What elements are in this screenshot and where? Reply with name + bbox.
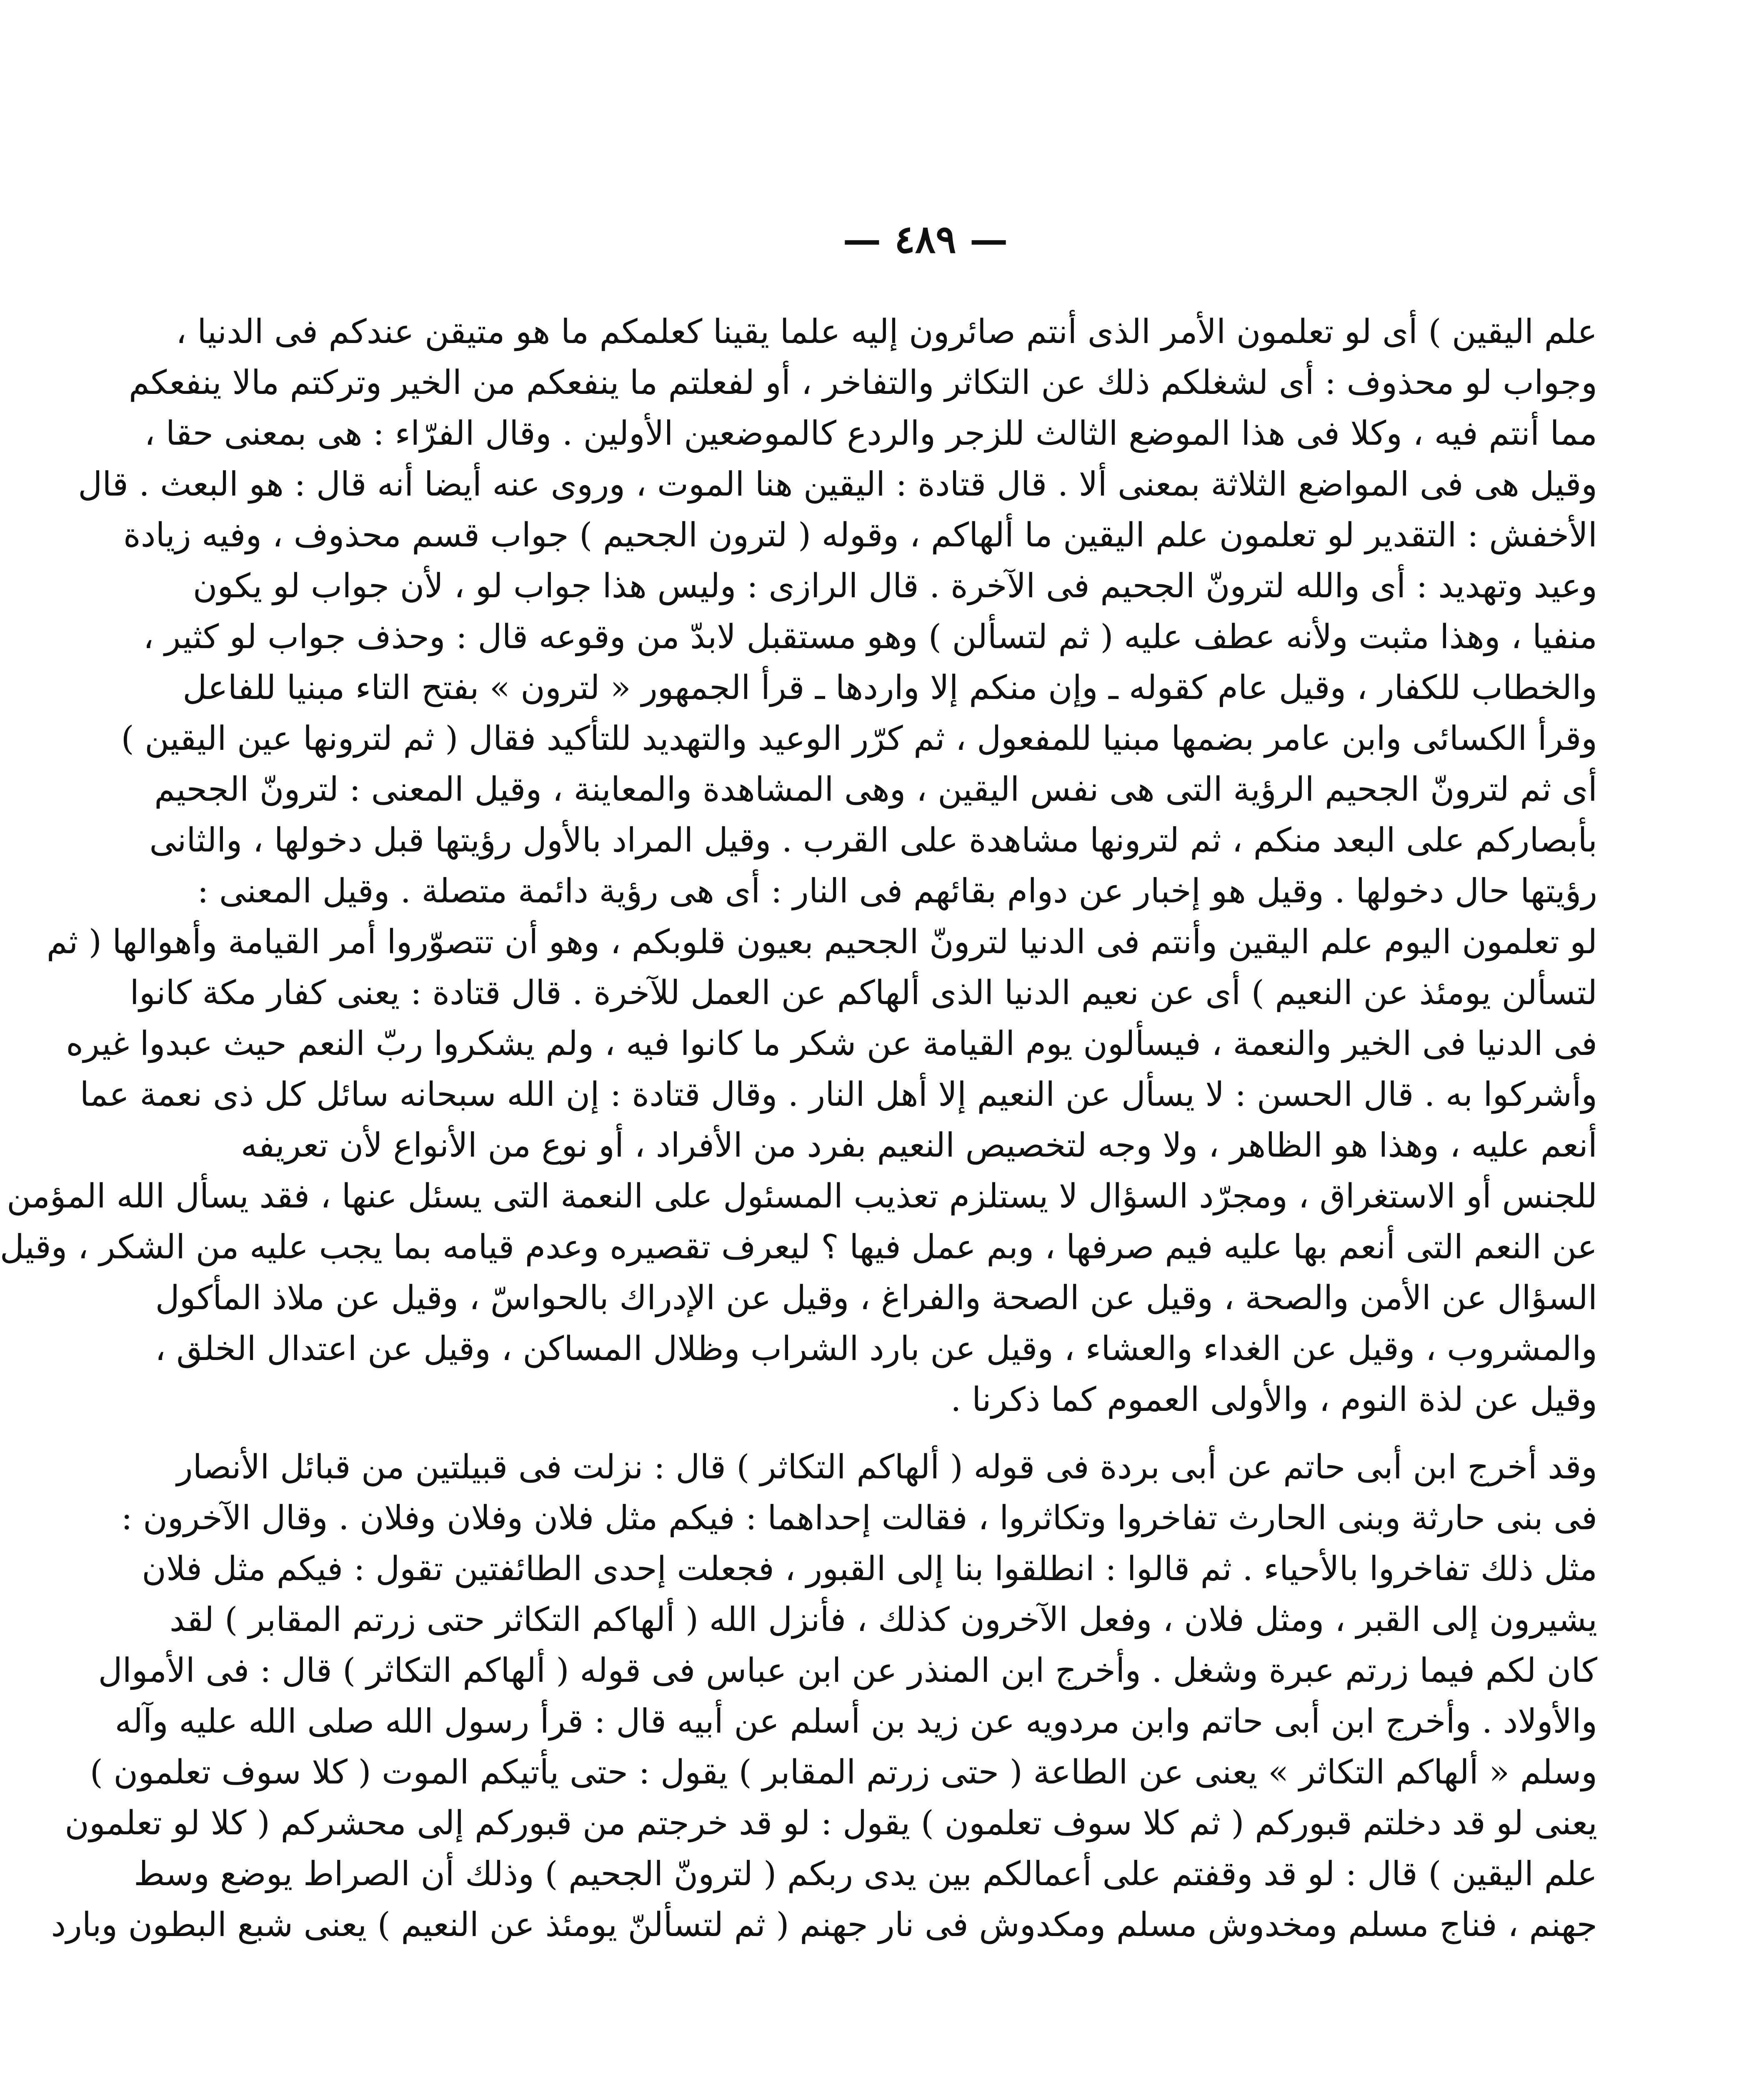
text-line: وقيل هى فى المواضع الثلاثة بمعنى ألا . قال قتادة : اليقين هنا الموت ، وروى عنه أيضا أنه قال : هو البعث . قال: [78, 465, 1597, 503]
text-line: للجنس أو الاستغراق ، ومجرّد السؤال لا يستلزم تعذيب المسئول على النعمة التى يسئل عنها ، فقد يسأل الله المؤمن: [7, 1177, 1597, 1215]
text-line: السؤال عن الأمن والصحة ، وقيل عن الصحة والفراغ ، وقيل عن الإدراك بالحواسّ ، وقيل عن ملاذ المأكول: [155, 1278, 1597, 1317]
text-line: والخطاب للكفار ، وقيل عام كقوله ـ وإن منكم إلا واردها ـ قرأ الجمهور « لترون » بفتح التاء مبنيا للفاعل: [183, 668, 1597, 707]
text-line: أنعم عليه ، وهذا هو الظاهر ، ولا وجه لتخصيص النعيم بفرد من الأفراد ، أو نوع من الأنواع لأن تعريفه: [240, 1126, 1597, 1165]
text-line: والأولاد . وأخرج ابن أبى حاتم وابن مردويه عن زيد بن أسلم عن أبيه قال : قرأ رسول الله صلى الله عليه وآله: [115, 1702, 1597, 1741]
text-line: وجواب لو محذوف : أى لشغلكم ذلك عن التكاثر والتفاخر ، أو لفعلتم ما ينفعكم من الخير وتركتم مالا ينفعكم: [128, 363, 1597, 402]
text-line: بأبصاركم على البعد منكم ، ثم لترونها مشاهدة على القرب . وقيل المراد بالأول رؤيتها قبل دخولها ، والثانى: [149, 821, 1597, 859]
text-line: علم اليقين ) أى لو تعلمون الأمر الذى أنتم صائرون إليه علما يقينا كعلمكم ما هو متيقن عندكم فى الدنيا ،: [175, 312, 1597, 351]
text-line: الأخفش : التقدير لو تعلمون علم اليقين ما ألهاكم ، وقوله ( لترون الجحيم ) جواب قسم محذوف ، وفيه زيادة: [123, 516, 1597, 554]
text-line: فى بنى حارثة وبنى الحارث تفاخروا وتكاثروا ، فقالت إحداهما : فيكم مثل فلان وفلان وفلان . وقال الآخرون :: [121, 1498, 1597, 1537]
text-line: وسلم « ألهاكم التكاثر » يعنى عن الطاعة ( حتى زرتم المقابر ) يقول : حتى يأتيكم الموت ( كلا سوف تعلمون ): [90, 1753, 1597, 1791]
paragraph: [0, 306, 1597, 1425]
text-line: وقد أخرج ابن أبى حاتم عن أبى بردة فى قوله ( ألهاكم التكاثر ) قال : نزلت فى قبيلتين من قبائل الأنصار: [176, 1448, 1597, 1486]
text-line: مثل ذلك تفاخروا بالأحياء . ثم قالوا : انطلقوا بنا إلى القبور ، فجعلت إحدى الطائفتين تقول : فيكم مثل فلان: [142, 1549, 1597, 1588]
text-line: يعنى لو قد دخلتم قبوركم ( ثم كلا سوف تعلمون ) يقول : لو قد خرجتم من قبوركم إلى محشركم ( كلا لو تعلمون: [65, 1803, 1597, 1842]
text-line: منفيا ، وهذا مثبت ولأنه عطف عليه ( ثم لتسألن ) وهو مستقبل لابدّ من وقوعه قال : وحذف جواب لو كثير ،: [143, 617, 1597, 656]
text-line: لو تعلمون اليوم علم اليقين وأنتم فى الدنيا لترونّ الجحيم بعيون قلوبكم ، وهو أن تتصوّروا أمر القيامة وأهوالها ( ثم: [46, 922, 1597, 961]
text-line: كان لكم فيما زرتم عبرة وشغل . وأخرج ابن المنذر عن ابن عباس فى قوله ( ألهاكم التكاثر ) قال : فى الأموال: [98, 1651, 1597, 1690]
text-line: لتسألن يومئذ عن النعيم ) أى عن نعيم الدنيا الذى ألهاكم عن العمل للآخرة . قال قتادة : يعنى كفار مكة كانوا: [130, 973, 1597, 1012]
page-number: — ٤٨٩ —: [843, 217, 1008, 262]
paragraph-gap: [270, 1425, 1597, 1442]
text-line: عن النعم التى أنعم بها عليه فيم صرفها ، وبم عمل فيها ؟ ليعرف تقصيره وعدم قيامه بما يجب عليه من الشكر ، وقيل: [0, 1227, 1597, 1266]
paragraph: [51, 1442, 1597, 1950]
text-line: مما أنتم فيه ، وكلا فى هذا الموضع الثالث للزجر والردع كالموضعين الأولين . وقال الفرّاء : هى بمعنى حقا ،: [144, 414, 1597, 453]
text-line: وقرأ الكسائى وابن عامر بضمها مبنيا للمفعول ، ثم كرّر الوعيد والتهديد للتأكيد فقال ( ثم لترونها عين اليقين ): [121, 719, 1597, 758]
text-line: وأشركوا به . قال الحسن : لا يسأل عن النعيم إلا أهل النار . وقال قتادة : إن الله سبحانه سائل كل ذى نعمة عما: [80, 1075, 1597, 1114]
text-line: والمشروب ، وقيل عن الغداء والعشاء ، وقيل عن بارد الشراب وظلال المساكن ، وقيل عن اعتدال الخلق ،: [155, 1329, 1597, 1368]
text-line: جهنم ، فناج مسلم ومخدوش مسلم ومكدوش فى نار جهنم ( ثم لتسألنّ يومئذ عن النعيم ) يعنى شبع البطون وبارد: [51, 1905, 1597, 1944]
text-line: فى الدنيا فى الخير والنعمة ، فيسألون يوم القيامة عن شكر ما كانوا فيه ، ولم يشكروا ربّ النعم حيث عبدوا غيره: [66, 1024, 1597, 1063]
text-line: وعيد وتهديد : أى والله لترونّ الجحيم فى الآخرة . قال الرازى : وليس هذا جواب لو ، لأن جواب لو يكون: [193, 566, 1597, 605]
text-line: وقيل عن لذة النوم ، والأولى العموم كما ذكرنا .: [951, 1380, 1597, 1419]
text-line: رؤيتها حال دخولها . وقيل هو إخبار عن دوام بقائهم فى النار : أى هى رؤية دائمة متصلة . وقيل المعنى :: [197, 872, 1597, 910]
text-line: أى ثم لترونّ الجحيم الرؤية التى هى نفس اليقين ، وهى المشاهدة والمعاينة ، وقيل المعنى : لترونّ الجحيم: [154, 770, 1597, 809]
text-line: علم اليقين ) قال : لو قد وقفتم على أعمالكم بين يدى ربكم ( لترونّ الجحيم ) وذلك أن الصراط يوضع وسط: [134, 1854, 1597, 1893]
text-body: [0, 306, 1597, 1950]
text-line: يشيرون إلى القبر ، ومثل فلان ، وفعل الآخرون كذلك ، فأنزل الله ( ألهاكم التكاثر حتى زرتم المقابر ) لقد: [169, 1600, 1597, 1639]
